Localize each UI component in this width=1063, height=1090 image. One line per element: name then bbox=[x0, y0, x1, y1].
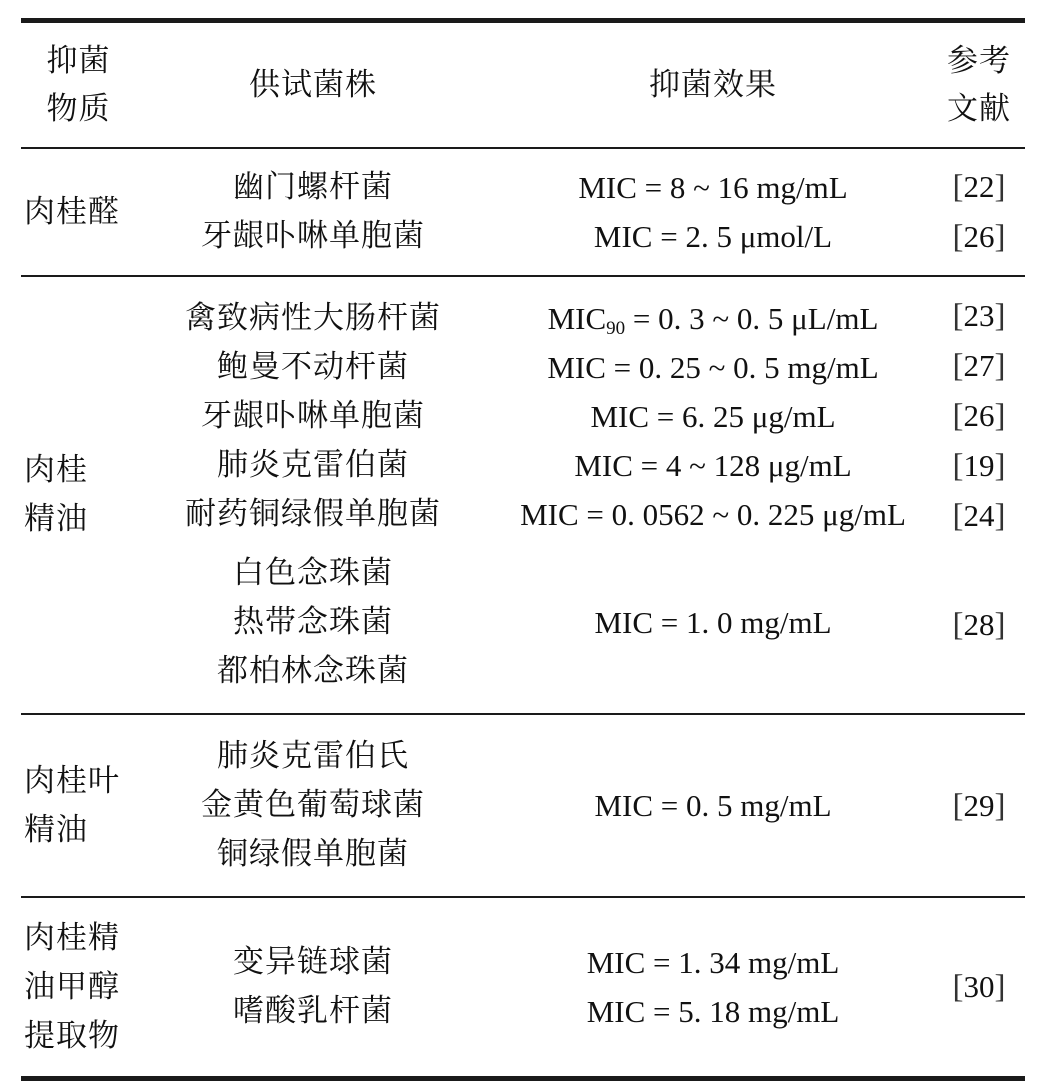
substance-name: 肉桂醛 bbox=[24, 193, 120, 230]
strain-name: 热带念珠菌 bbox=[233, 604, 393, 640]
table-row bbox=[21, 715, 1025, 896]
table-row bbox=[21, 277, 1025, 713]
strain-name: 金黄色葡萄球菌 bbox=[201, 787, 425, 823]
substance-name-line2: 精油 bbox=[24, 501, 88, 537]
reference-citation: [22] bbox=[952, 169, 1006, 205]
substance-cell bbox=[21, 914, 133, 1061]
mic-value: $MIC_{90} = 0$. 3 ~ 0. 5 μL/mL bbox=[547, 301, 879, 339]
substance-name-line2: 精油 bbox=[24, 811, 88, 848]
reference-citation: [26] bbox=[952, 219, 1006, 255]
bottom-rule bbox=[21, 1076, 1025, 1081]
mic-value: MIC = 1. 0 mg/mL bbox=[594, 605, 832, 640]
reference-citation: [23] bbox=[952, 298, 1006, 334]
strain-name: 变异链球菌 bbox=[233, 944, 393, 980]
mic-value: MIC = 0. 5 mg/mL bbox=[594, 788, 832, 823]
antibacterial-table bbox=[21, 18, 1025, 1081]
reference-citation: [24] bbox=[952, 498, 1006, 534]
reference-citation: [27] bbox=[952, 348, 1006, 384]
substance-cell bbox=[21, 757, 133, 855]
strain-name: 耐药铜绿假单胞菌 bbox=[185, 496, 441, 532]
mic-value: MIC = 0. 0562 ~ 0. 225 μg/mL bbox=[520, 497, 906, 532]
strain-name: 肺炎克雷伯菌 bbox=[217, 447, 409, 483]
effect-cell bbox=[493, 294, 933, 696]
strain-name: 白色念珠菌 bbox=[233, 555, 393, 591]
mic-value: MIC = 5. 18 mg/mL bbox=[586, 994, 840, 1029]
strain-cell bbox=[133, 163, 493, 261]
mic-value: MIC = 4 ~ 128 μg/mL bbox=[574, 448, 852, 483]
substance-cell bbox=[21, 188, 133, 237]
strain-name: 牙龈卟啉单胞菌 bbox=[201, 398, 425, 434]
header-reference-line2: 文献 bbox=[947, 91, 1011, 127]
reference-citation: [28] bbox=[952, 607, 1006, 643]
header-reference-line1: 参考 bbox=[947, 43, 1011, 79]
header-strain-label: 供试菌株 bbox=[249, 66, 377, 103]
reference-citation: [30] bbox=[952, 969, 1006, 1005]
effect-cell bbox=[493, 163, 933, 261]
substance-name-line3: 提取物 bbox=[24, 1017, 120, 1054]
strain-cell bbox=[133, 294, 493, 696]
header-substance-line2: 物质 bbox=[46, 91, 111, 127]
header-effect-label: 抑菌效果 bbox=[649, 66, 777, 103]
strain-cell bbox=[133, 938, 493, 1036]
strain-name: 嗜酸乳杆菌 bbox=[233, 993, 393, 1029]
reference-citation: [19] bbox=[952, 448, 1006, 484]
table-row bbox=[21, 149, 1025, 275]
strain-name: 鲍曼不动杆菌 bbox=[217, 349, 409, 385]
substance-name-line1: 肉桂 bbox=[24, 452, 88, 488]
header-substance bbox=[21, 37, 133, 133]
header-row bbox=[21, 23, 1025, 147]
effect-cell bbox=[493, 781, 933, 830]
strain-cell bbox=[133, 732, 493, 879]
reference-cell bbox=[933, 291, 1025, 699]
mic-value: MIC = 8 ~ 16 mg/mL bbox=[578, 170, 848, 205]
reference-cell bbox=[933, 781, 1025, 831]
substance-name-line1: 肉桂精 bbox=[24, 919, 120, 956]
strain-name: 肺炎克雷伯氏 bbox=[217, 738, 409, 774]
header-substance-line1: 抑菌 bbox=[46, 43, 111, 79]
reference-cell bbox=[933, 962, 1025, 1012]
strain-name: 都柏林念珠菌 bbox=[217, 653, 409, 689]
reference-citation: [26] bbox=[952, 398, 1006, 434]
table-row bbox=[21, 898, 1025, 1076]
mic-value: MIC = 6. 25 μg/mL bbox=[590, 399, 836, 434]
header-effect bbox=[493, 61, 933, 110]
header-reference bbox=[933, 37, 1025, 133]
header-strain bbox=[133, 61, 493, 110]
substance-name-line2: 油甲醇 bbox=[24, 968, 120, 1005]
substance-name-line1: 肉桂叶 bbox=[24, 762, 120, 799]
reference-cell bbox=[933, 162, 1025, 262]
strain-name: 幽门螺杆菌 bbox=[233, 169, 393, 205]
strain-name: 禽致病性大肠杆菌 bbox=[185, 300, 441, 336]
strain-name: 铜绿假单胞菌 bbox=[217, 836, 409, 872]
effect-cell bbox=[493, 938, 933, 1036]
mic-value: MIC = 1. 34 mg/mL bbox=[586, 945, 840, 980]
substance-cell bbox=[21, 446, 133, 544]
mic-value: MIC = 0. 25 ~ 0. 5 mg/mL bbox=[547, 350, 879, 385]
mic-value: MIC = 2. 5 μmol/L bbox=[593, 219, 833, 254]
reference-citation: [29] bbox=[952, 787, 1006, 824]
strain-name: 牙龈卟啉单胞菌 bbox=[201, 218, 425, 254]
